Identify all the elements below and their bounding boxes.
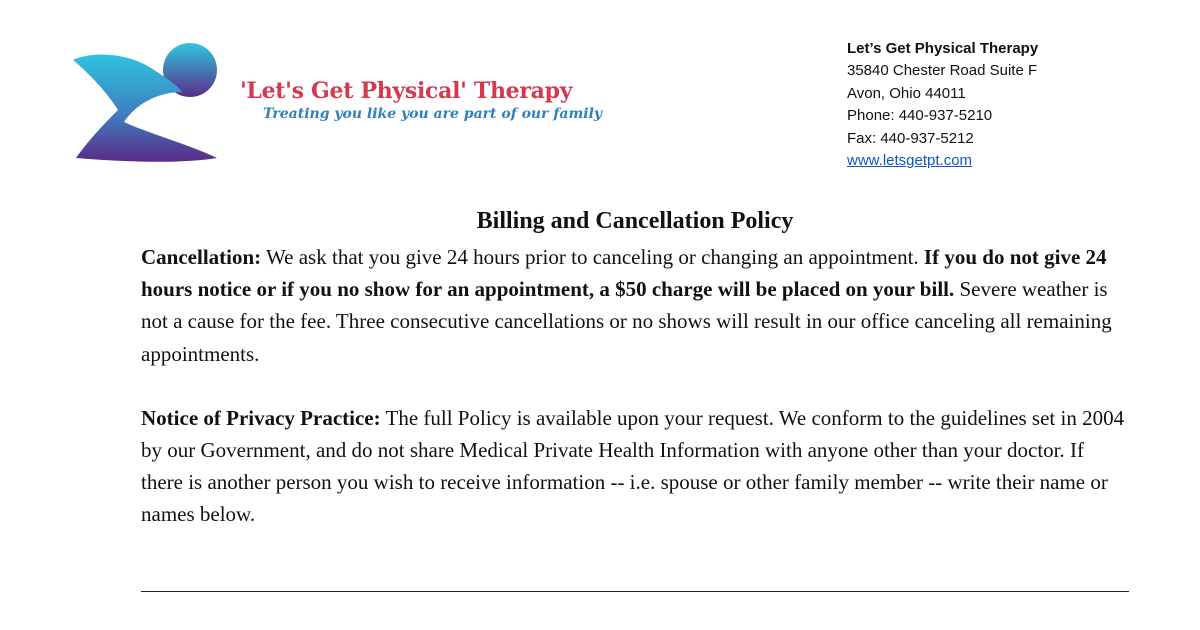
cancellation-label: Cancellation: (141, 245, 262, 269)
contact-phone: Phone: 440-937-5210 (847, 107, 993, 125)
logo-name: 'Let's Get Physical' Therapy (240, 78, 573, 104)
cancellation-text-2: Severe weather is not a cause for the fee. Three consecutive cancellations or no shows will result in our office canceling all remaining appointments. (141, 277, 1112, 366)
contact-address-line-2: Avon, Ohio 44011 (847, 84, 966, 102)
privacy-label: Notice of Privacy Practice: (141, 405, 381, 430)
signature-line[interactable] (141, 591, 1129, 592)
cancellation-bold-notice: If you do not give 24 hours notice or if you no show for an appointment, a $50 charge will be placed on your bill. (141, 245, 1107, 302)
page-title: Billing and Cancellation Policy (476, 208, 794, 234)
contact-fax: Fax: 440-937-5212 (847, 129, 974, 147)
contact-block (847, 38, 1038, 172)
cancellation-text-1: We ask that you give 24 hours prior to canceling or changing an appointment. (261, 245, 924, 269)
privacy-paragraph (141, 402, 1131, 531)
cancellation-paragraph (141, 241, 1131, 370)
policy-body (141, 241, 1131, 531)
person-logo-icon (70, 40, 225, 165)
logo-graphic (70, 40, 225, 165)
logo-tagline: Treating you like you are part of our family (263, 106, 603, 122)
privacy-text: The full Policy is available upon your request. We conform to the guidelines set in 2004 by our Government, and do not share Medical Private Health Information with anyone other than your doctor. If there is another person you wish to receive information -- i.e. spouse or other family member -- write their name or names below. (141, 405, 1125, 527)
contact-org: Let’s Get Physical Therapy (847, 40, 1039, 57)
logo-text (240, 76, 603, 122)
website-link[interactable]: www.letsgetpt.com (847, 152, 973, 170)
contact-address-line-1: 35840 Chester Road Suite F (847, 62, 1038, 80)
